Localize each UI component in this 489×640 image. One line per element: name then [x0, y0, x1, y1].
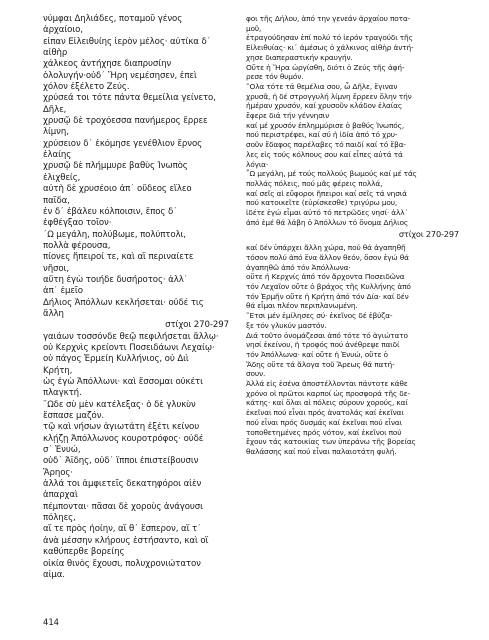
original-text-block-2 [43, 332, 233, 582]
text-line: λες εἰς τούς κόλπους σου καί εἶπες αὐτά τά [246, 149, 403, 159]
text-line: κλῄζῃ Ἀπόλλωνος κουροτρόφος· οὐδέ [43, 433, 204, 444]
text-line: χρυσῷ δὲ πλήμμυρε βαθὺς Ἰνωπὸς [43, 161, 188, 172]
text-line: πολλὰ φέρουσα, [43, 240, 111, 251]
text-line: ἄλλη [43, 308, 64, 319]
text-line: ἀπαρχαὶ [43, 490, 78, 501]
text-line: νησί ἐκείνου, ἡ τροφός πού ἀνέθρεψε παιδί [246, 340, 400, 350]
verse-range-heading: στίχοι 270-297 [165, 320, 229, 331]
page-number: 414 [43, 617, 59, 627]
text-line: πού περιστρέφει, καί σύ ἡ ἰδία ἀπό τό χρυ- [246, 130, 398, 140]
text-line: ῎Ολα τότε τά θεμέλια σου, ὦ Δῆλε, ἔγιναν [246, 81, 398, 91]
text-line: νύμφαι Δηλιάδες, ποταμοῦ γένος [43, 14, 183, 24]
text-line: ἰδέτε ἐγώ εἶμαι αὐτό τό πετρῶδες νησί· ἀλλ᾽ [246, 208, 408, 218]
text-line: χάλκεος ἀντήχησε διαπρυσίην [43, 59, 172, 70]
text-line: ἀπ᾽ ἐμεῖο [43, 286, 83, 297]
translation-text-block-2 [246, 243, 461, 456]
text-line: ξε τόν γλυκύν μαστόν. [246, 320, 327, 330]
text-line: παῖδα, [43, 195, 70, 206]
text-line: ἑλιχθείς, [43, 172, 81, 183]
translation-text-block-1 [246, 14, 461, 227]
original-text-block-1 [43, 14, 233, 320]
text-line: Κρήτη, [43, 365, 73, 376]
text-line: εἶπαν Εἰλειθυίης ἱερὸν μέλος· αὐτίκα δ᾽ [43, 36, 211, 47]
modern-greek-translation-column [246, 14, 461, 457]
text-line: Οὔτε ἡ Ἥρα ὠργίσθη, διότι ὁ Ζεύς τῆς ἀφή- [246, 62, 405, 72]
text-line: χρυσᾶ, ἡ δέ στρογγυλή λίμνη ἔρρεεν ὅλην τήν [246, 91, 412, 101]
text-line: καί σεῖς αἱ εὔφοροι ἤπειροι καί σεῖς τά νησιά [246, 188, 407, 198]
text-line: αὐτὴ δὲ χρυσέοιο ἀπ᾽ οὔδεος εἵλεο [43, 184, 192, 195]
text-line: μοῦ, [246, 23, 262, 33]
text-line: θά εἶμαι πλέον περιπλανωμένη. [246, 301, 358, 311]
text-line: πίονες ἤπειροί τε, καὶ αἳ περιναίετε [43, 252, 194, 263]
text-line: Δήλιος Ἀπόλλων κεκλήσεται· οὐδέ τις [43, 297, 204, 308]
text-line: ἀλλά τοι ἀμφιετεῖς δεκατηφόροι αἰὲν [43, 479, 202, 490]
text-line: ἀρχαίοιο, [43, 25, 83, 36]
text-line: ἐφθέγξαο τοῖον· [43, 218, 112, 229]
text-line: πόληες, [43, 513, 76, 524]
text-line: ὡς ἐγὼ Ἀπόλλωνι· καὶ ἔσσομαι οὐκέτι [43, 377, 203, 387]
text-line: καί δέν ὑπάρχει ἄλλη χώρα, πού θά ἀγαπηθῆ [246, 243, 406, 253]
text-line: χρύσειον δ᾽ ἐκόμησε γενέθλιον ἔρνος [43, 138, 203, 149]
text-line: νῆσοι, [43, 263, 69, 274]
text-line: καί μέ χρυσόν ἐπλημμύρισε ὁ βαθύς Ἰνωπός, [246, 120, 405, 130]
translation-verse-range-heading: στίχοι 270-297 [398, 230, 459, 240]
text-line: πού εἶναι πρός δυσμάς καί ἐκεῖναι πού εἶναι [246, 417, 402, 427]
text-line: κάτης· καί ὅλαι αἱ πόλεις σύρουν χορούς, καί [246, 398, 408, 408]
text-line: οὔτε ἡ Κερχνίς ἀπό τόν ἄρχοντα Ποσειδῶνα [246, 272, 405, 282]
text-line: ρεσε τόν θυμόν. [246, 72, 304, 82]
text-line: ῞Ωδε σὺ μὲν κατέλεξας· ὁ δὲ γλυκὺν [43, 399, 196, 410]
text-line: Ἀλλά εἰς ἐσένα ἀποστέλλονται πάντοτε κάθε [246, 379, 408, 389]
text-line: ῏Ω μεγάλη, μέ τούς πολλούς βωμούς καί μέ τάς [246, 169, 417, 179]
text-line: Διά τοῦτο ὀνομάζεσαι ἀπό τότε τό ἁγιώτατο [246, 330, 408, 340]
text-line: πέμπονται· πᾶσαι δὲ χοροὺς ἀνάγουσι [43, 501, 203, 512]
text-line: ἐκεῖναι πού εἶναι πρός ἀνατολάς καί ἐκεῖναι [246, 408, 404, 418]
text-line: τόν Ἀπόλλωνα· καί οὔτε ἡ Ἐνυώ, οὔτε ὁ [246, 349, 388, 359]
text-line: αἰθὴρ [43, 48, 68, 59]
text-line: οὐ πάγος Ἑρμείη Κυλλήνιος, οὐ Διὶ [43, 354, 189, 365]
text-line: χρύσεά τοι τότε πάντα θεμείλια γείνετο, [43, 93, 216, 104]
text-line: Εἰλειθυίας· κι᾽ ἀμέσως ὁ χάλκινος αἰθὴρ ἀντή- [246, 43, 414, 53]
text-line: ἀγαπηθῶ ἀπό τόν Ἀπόλλωνα· [246, 262, 351, 272]
text-line: ῏Ω μεγάλη, πολύβωμε, πολύπτολι, [43, 229, 186, 240]
text-line: φοι τῆς Δήλου, ἀπό την γενεάν ἀρχαίου ποτα- [246, 14, 411, 23]
text-line: πολλάς πόλεις, πού μᾶς φέρεις πολλά, [246, 178, 383, 188]
text-line: χρόνο οἱ πρῶτοι καρποί ὡς προσφορά τῆς δε- [246, 388, 410, 398]
text-line: τοποθετημένες πρός νότον, καί ἐκεῖνοι πού [246, 427, 402, 437]
text-line: οὐδ᾽ Ἀΐδης, οὐδ᾽ ἵπποι ἐπιστείβουσιν [43, 456, 199, 467]
text-line: σ᾽ Ἐνυώ, [43, 445, 81, 456]
text-line: τόν Λεχαῖον οὔτε ὁ βράχος τῆς Κυλλήνης ἀπό [246, 281, 411, 291]
text-line: ἐλαίης [43, 150, 72, 161]
text-line: αὕτη ἐγὼ τοιήδε δυσήροτος· ἀλλ᾽ [43, 274, 188, 285]
text-line: χησε διαπεραστικήν κραυγήν. [246, 52, 353, 62]
text-line: σοῦν ἔδαφος παρέλαβες τό παιδί καί τό ἔβα- [246, 140, 406, 150]
text-line: ἔσπασε μαζόν. [43, 411, 105, 422]
text-line: τῷ καὶ νήσων ἁγιωτάτη ἐξέτι κείνου [43, 422, 200, 433]
text-line: αἷμα. [43, 569, 65, 580]
text-line: οὐ Κερχνὶς κρείοντι Ποσειδάωνι Λεχαίῳ· [43, 342, 215, 353]
text-line: χρυσῷ δὲ τροχόεσσα πανήμερος ἔρρεε [43, 116, 208, 127]
text-line: ἐτραγούδησαν ἐπί πολύ τό ἱερόν τραγούδι τῆς [246, 33, 413, 43]
text-line: λίμνη, [43, 127, 69, 138]
text-line: θαλάσσης καί πού εἶναι παλαιοτάτη φυλή. [246, 446, 397, 456]
text-line: ὀλολυγήν·οὐδ᾽ Ἥρη νεμέσησεν, ἐπεὶ [43, 70, 197, 81]
text-line: τόσον πολύ ἀπό ἕνα ἄλλον θεόν, ὅσον ἐγώ θά [246, 252, 409, 262]
text-line: ἔφερε διά τήν γέννησιν [246, 111, 330, 121]
text-line: ἐν δ᾽ ἐβάλευ κόλποισιν, ἔπος δ᾽ [43, 206, 178, 217]
text-line: λόγια· [246, 159, 269, 169]
text-line: ἀπό ἐμέ θά λάβη ὁ Ἀπόλλων τό ὄνομα Δήλιος [246, 217, 409, 227]
text-line: ῎Ετσι μέν ἐμίλησες σύ· ἐκεῖνος δέ ἐβύζα- [246, 311, 393, 321]
text-line: χόλον ἐξέλετο Ζεύς. [43, 82, 130, 93]
text-line: ἡμέραν χρυσόν, καί χρυσοῦν κλάδον ἐλαίας [246, 101, 403, 111]
text-line: γαιάων τοσσόνδε θεῷ πεφιλήσεται ἄλλῳ· [43, 331, 219, 342]
text-line: τόν Ἑρμῆν οὔτε ἡ Κρήτη ἀπό τόν Δία· καί δέν [246, 291, 409, 301]
text-line: σουν. [246, 369, 266, 379]
text-line: ἔχουν τάς κατοικίας των ὑπεράνω τῆς βορείας [246, 437, 416, 447]
text-line: καθύπερθε βορείης [43, 547, 125, 558]
text-line: αἵ τε πρὸς ἠοίην, αἵ θ᾽ ἕσπερον, αἵ τ᾽ [43, 524, 202, 535]
greek-original-column [43, 14, 233, 581]
text-line: Ἅδης οὔτε τά ἄλογα τοῦ Ἄρεως θά πατή- [246, 359, 395, 369]
text-line: Δῆλε, [43, 104, 67, 115]
text-line: Ἄρηος· [43, 467, 73, 478]
text-line: πλαγκτή. [43, 388, 82, 399]
text-line: οἰκία θινὸς ἔχουσι, πολυχρονιώτατον [43, 558, 201, 569]
text-line: πού κατοικεῖτε (εὑρίσκεσθε) τριγύρω μου, [246, 198, 398, 208]
text-line: ἀνὰ μέσσην κλήρους ἐστήσαντο, καὶ οἳ [43, 535, 209, 546]
